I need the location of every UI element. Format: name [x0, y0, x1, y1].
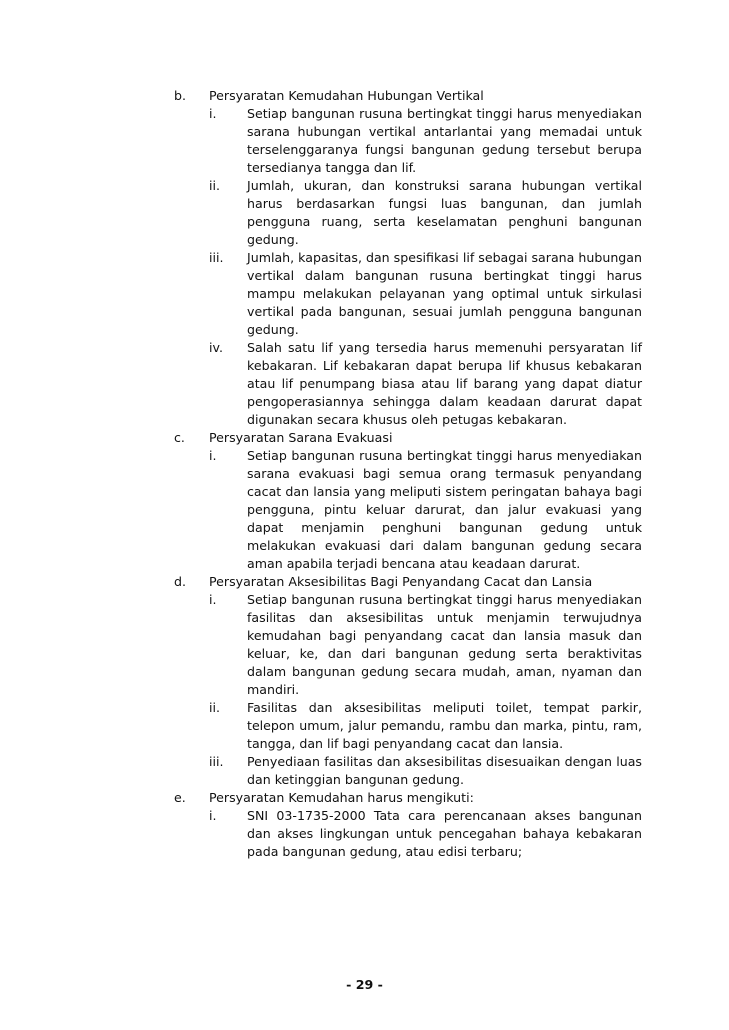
section-letter: b.: [174, 88, 186, 103]
list-item: [209, 447, 642, 573]
list-item: [209, 339, 642, 429]
section-title: Persyaratan Kemudahan harus mengikuti:: [209, 790, 474, 805]
section-d: [174, 573, 642, 789]
item-number: i.: [209, 808, 217, 823]
section-c: [174, 429, 642, 573]
section-heading: [174, 789, 642, 807]
section-title: Persyaratan Kemudahan Hubungan Vertikal: [209, 88, 484, 103]
item-text: Fasilitas dan aksesibilitas meliputi toilet, tempat parkir, telepon umum, jalur pemandu, rambu dan marka, pintu, ram, tangga, dan lif bagi penyandang cacat dan lansia.: [247, 700, 642, 751]
list-item: [209, 105, 642, 177]
item-number: i.: [209, 106, 217, 121]
item-text: Setiap bangunan rusuna bertingkat tinggi harus menyediakan sarana hubungan vertikal antarlantai yang memadai untuk terselenggaranya fungsi bangunan gedung tersebut berupa tersedianya tangga dan lif.: [247, 106, 642, 175]
item-text: Jumlah, ukuran, dan konstruksi sarana hubungan vertikal harus berdasarkan fungsi luas bangunan, dan jumlah pengguna ruang, serta keselamatan penghuni bangunan gedung.: [247, 178, 642, 247]
section-title: Persyaratan Aksesibilitas Bagi Penyandang Cacat dan Lansia: [209, 574, 593, 589]
section-title: Persyaratan Sarana Evakuasi: [209, 430, 393, 445]
item-number: ii.: [209, 700, 221, 715]
item-number: i.: [209, 592, 217, 607]
item-text: Penyediaan fasilitas dan aksesibilitas disesuaikan dengan luas dan ketinggian bangunan gedung.: [247, 754, 642, 787]
item-number: i.: [209, 448, 217, 463]
item-number: iv.: [209, 340, 223, 355]
list-item: [209, 753, 642, 789]
item-number: ii.: [209, 178, 221, 193]
section-letter: c.: [174, 430, 185, 445]
section-letter: d.: [174, 574, 186, 589]
section-heading: [174, 429, 642, 447]
document-body: [174, 87, 642, 861]
list-item: [209, 249, 642, 339]
item-text: Setiap bangunan rusuna bertingkat tinggi harus menyediakan sarana evakuasi bagi semua orang termasuk penyandang cacat dan lansia yang meliputi sistem peringatan bahaya bagi pengguna, pintu keluar darurat, dan jalur evakuasi yang dapat menjamin penghuni bangunan gedung untuk melakukan evakuasi dari dalam bangunan gedung secara aman apabila terjadi bencana atau keadaan darurat.: [247, 448, 642, 571]
section-heading: [174, 573, 642, 591]
list-item: [209, 177, 642, 249]
list-item: [209, 699, 642, 753]
item-text: Jumlah, kapasitas, dan spesifikasi lif sebagai sarana hubungan vertikal dalam bangunan rusuna bertingkat tinggi harus mampu melakukan pelayanan yang optimal untuk sirkulasi vertikal pada bangunan, sesuai jumlah pengguna bangunan gedung.: [247, 250, 642, 337]
section-heading: [174, 87, 642, 105]
item-text: Salah satu lif yang tersedia harus memenuhi persyaratan lif kebakaran. Lif kebakaran dapat berupa lif khusus kebakaran atau lif penumpang biasa atau lif barang yang dapat diatur pengoperasiannya sehingga dalam keadaan darurat dapat digunakan secara khusus oleh petugas kebakaran.: [247, 340, 642, 427]
item-number: iii.: [209, 250, 224, 265]
section-e: [174, 789, 642, 861]
section-letter: e.: [174, 790, 186, 805]
item-number: iii.: [209, 754, 224, 769]
page-number: - 29 -: [346, 977, 383, 992]
section-b: [174, 87, 642, 429]
item-text: SNI 03-1735-2000 Tata cara perencanaan akses bangunan dan akses lingkungan untuk pencegahan bahaya kebakaran pada bangunan gedung, atau edisi terbaru;: [247, 808, 642, 859]
list-item: [209, 807, 642, 861]
list-item: [209, 591, 642, 699]
item-text: Setiap bangunan rusuna bertingkat tinggi harus menyediakan fasilitas dan aksesibilitas untuk menjamin terwujudnya kemudahan bagi penyandang cacat dan lansia masuk dan keluar, ke, dan dari bangunan gedung serta beraktivitas dalam bangunan gedung secara mudah, aman, nyaman dan mandiri.: [247, 592, 642, 697]
